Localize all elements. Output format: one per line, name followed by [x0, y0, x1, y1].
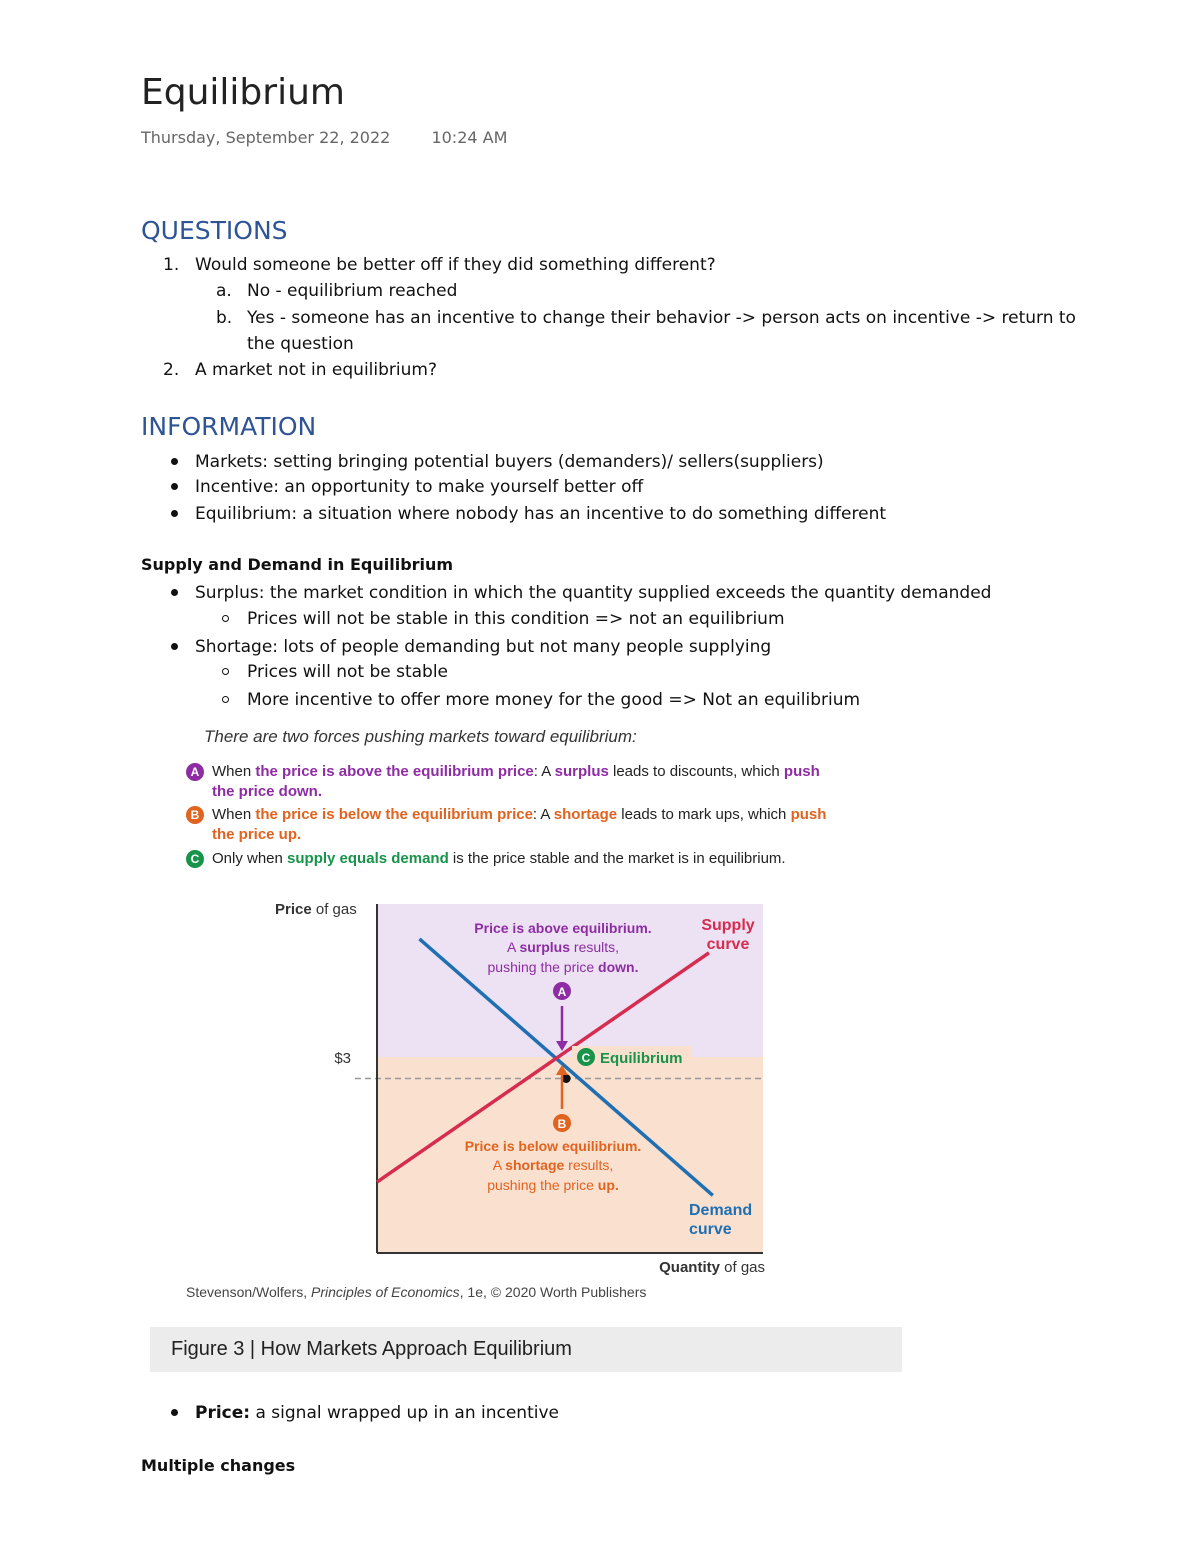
badge-a-icon: A	[186, 763, 204, 781]
bullet	[171, 510, 178, 517]
price-note: Price: a signal wrapped up in an incentive	[195, 1403, 559, 1423]
question-subitem-cont: the question	[247, 334, 354, 354]
svg-text:pushing the price down.: pushing the price down.	[487, 959, 639, 975]
list-marker: a.	[216, 281, 232, 301]
shortage-note: More incentive to offer more money for the good => Not an equilibrium	[247, 690, 861, 710]
question-subitem: Yes - someone has an incentive to change their behavior -> person acts on incentive -> return to	[247, 308, 1076, 328]
timestamp	[141, 128, 507, 147]
y-axis-label: Price of gas	[275, 901, 357, 918]
supply-curve-label: Supply	[701, 917, 755, 934]
question-subitem: No - equilibrium reached	[247, 281, 458, 301]
figure-caption: Figure 3 | How Markets Approach Equilibrium	[150, 1327, 902, 1372]
question-item: Would someone be better off if they did something different?	[195, 255, 716, 275]
date-text: Thursday, September 22, 2022	[141, 128, 391, 147]
badge-b-icon: B	[186, 806, 204, 824]
sub-bullet	[222, 696, 229, 703]
bullet	[171, 1409, 178, 1416]
multiple-changes-heading: Multiple changes	[141, 1456, 296, 1475]
svg-text:pushing the price up.: pushing the price up.	[487, 1177, 619, 1193]
sub-bullet	[222, 668, 229, 675]
equilibrium-figure	[150, 713, 902, 1372]
info-bullet: Equilibrium: a situation where nobody has an incentive to do something different	[195, 504, 887, 524]
time-text: 10:24 AM	[431, 128, 508, 147]
svg-text:Equilibrium: Equilibrium	[600, 1050, 683, 1067]
supply-curve-label: curve	[706, 936, 750, 953]
information-heading: INFORMATION	[141, 412, 317, 441]
badge-c-icon: C	[186, 850, 204, 868]
svg-text:Price is below equilibrium.: Price is below equilibrium.	[464, 1138, 642, 1154]
svg-text:A surplus results,: A surplus results,	[506, 939, 620, 955]
equilibrium-label	[572, 1046, 692, 1068]
figure-intro: There are two forces pushing markets toward equilibrium:	[204, 727, 637, 746]
list-marker: 2.	[163, 360, 180, 380]
shortage-definition: Shortage: lots of people demanding but not many people supplying	[195, 637, 772, 657]
bullet	[171, 643, 178, 650]
bullet	[171, 589, 178, 596]
bullet	[171, 458, 178, 465]
svg-text:B: B	[557, 1117, 567, 1131]
shortage-note: Prices will not be stable	[247, 662, 449, 682]
figure-source: Stevenson/Wolfers, Principles of Economics, 1e, © 2020 Worth Publishers	[186, 1284, 647, 1300]
sub-bullet	[222, 615, 229, 622]
supply-demand-chart	[150, 713, 902, 1327]
list-marker: 1.	[163, 255, 180, 275]
svg-text:A: A	[557, 985, 567, 999]
bullet	[171, 483, 178, 490]
svg-text:A shortage results,: A shortage results,	[492, 1157, 614, 1173]
demand-curve-label: curve	[689, 1221, 732, 1238]
svg-text:C: C	[581, 1051, 591, 1065]
surplus-note: Prices will not be stable in this condition => not an equilibrium	[247, 609, 785, 629]
demand-curve-label: Demand	[689, 1202, 753, 1219]
y-tick-label: $3	[334, 1050, 351, 1067]
question-item: A market not in equilibrium?	[195, 360, 437, 380]
page-title: Equilibrium	[141, 72, 345, 113]
surplus-definition: Surplus: the market condition in which the quantity supplied exceeds the quantity demanded	[195, 583, 992, 603]
x-axis-label: Quantity of gas	[659, 1259, 765, 1276]
svg-text:Price is above equilibrium.: Price is above equilibrium.	[474, 920, 652, 936]
questions-heading: QUESTIONS	[141, 216, 288, 245]
info-bullet: Incentive: an opportunity to make yourself better off	[195, 477, 644, 497]
force-b: B When the price is below the equilibrium price: A shortage leads to mark ups, which push the price up.	[186, 805, 886, 845]
force-c: C Only when supply equals demand is the price stable and the market is in equilibrium.	[186, 849, 886, 869]
list-marker: b.	[216, 308, 233, 328]
info-bullet: Markets: setting bringing potential buyers (demanders)/ sellers(suppliers)	[195, 452, 824, 472]
section-heading: Supply and Demand in Equilibrium	[141, 555, 454, 574]
force-a: A When the price is above the equilibrium price: A surplus leads to discounts, which push the price down.	[186, 762, 886, 802]
